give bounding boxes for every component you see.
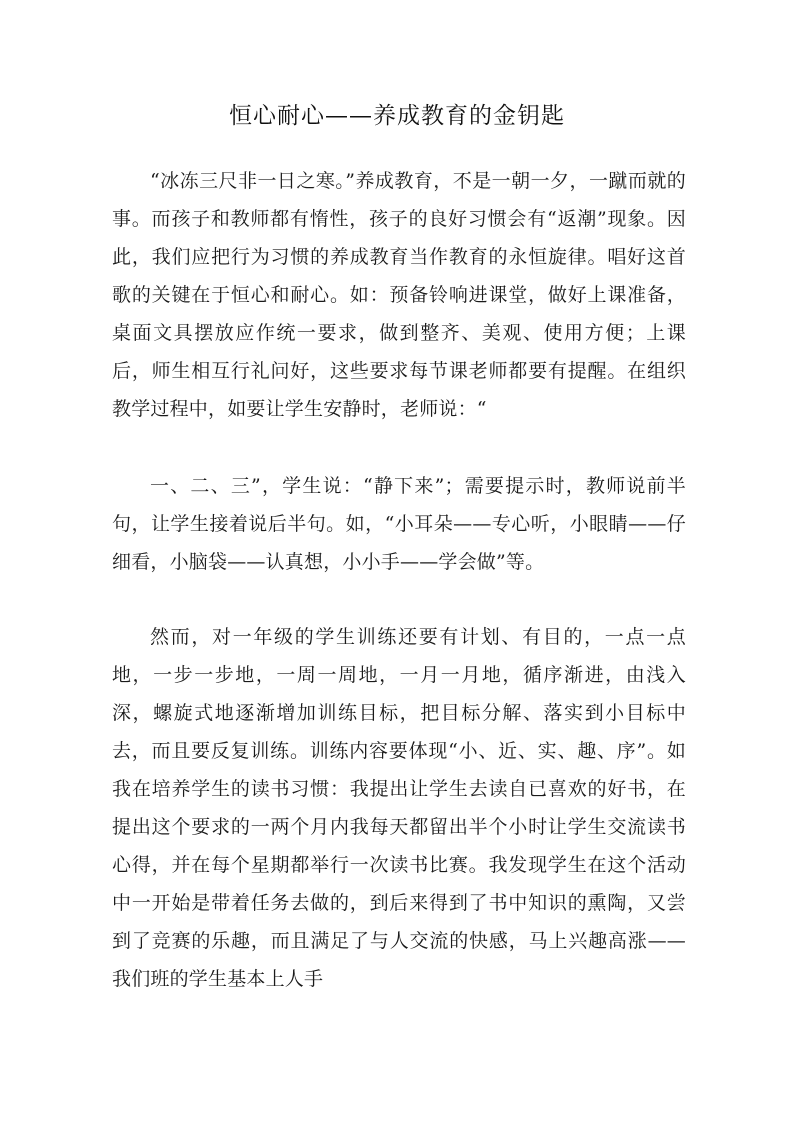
paragraph-3: 然而，对一年级的学生训练还要有计划、有目的，一点一点地，一步一步地，一周一周地，一月一月地，循序渐进，由浅入深，螺旋式地逐渐增加训练目标，把目标分解、落实到小目标中去，而且要反复训练。训练内容要体现“小、近、实、趣、序”。如我在培养学生的读书习惯：我提出让学生去读自已喜欢的好书，在提出这个要求的一两个月内我每天都留出半个小时让学生交流读书心得，并在每个星期都举行一次读书比赛。我发现学生在这个活动中一开始是带着任务去做的，到后来得到了书中知识的熏陶，又尝到了竞赛的乐趣，而且满足了与人交流的快感，马上兴趣高涨——我们班的学生基本上人手: [112, 626, 686, 990]
paragraph-2: 一、二、三”，学生说：“静下来”；需要提示时，教师说前半句，让学生接着说后半句。如，“小耳朵——专心听，小眼睛——仔细看，小脑袋——认真想，小小手——学会做”等。: [112, 475, 686, 573]
paragraph-1: “冰冻三尺非一日之寒。”养成教育，不是一朝一夕，一蹴而就的事。而孩子和教师都有惰性，孩子的良好习惯会有“返潮”现象。因此，我们应把行为习惯的养成教育当作教育的永恒旋律。唱好这首歌的关键在于恒心和耐心。如：预备铃响进课堂，做好上课准备，桌面文具摆放应作统一要求，做到整齐、美观、使用方便；上课后，师生相互行礼问好，这些要求每节课老师都要有提醒。在组织教学过程中，如要让学生安静时，老师说：“: [112, 170, 686, 420]
document-title: 恒心耐心——养成教育的金钥匙: [229, 103, 565, 129]
